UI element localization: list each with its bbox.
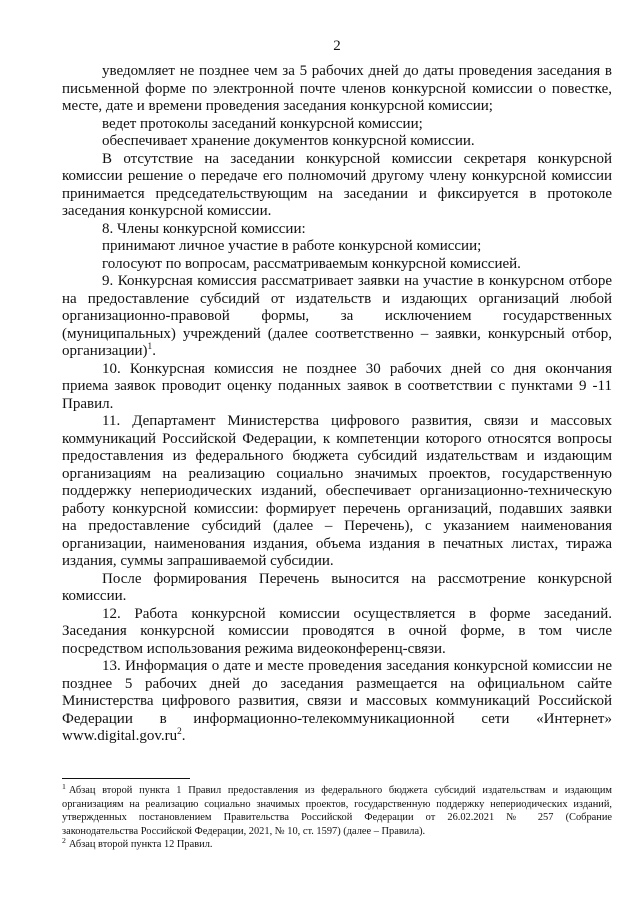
text-line: приема заявок проводит оценку поданных заявок в соответствии с пунктами 9 -11 [62, 378, 612, 394]
text-line: принимают личное участие в работе конкурсной комиссии; [102, 238, 482, 254]
footnote-2 [62, 835, 612, 852]
text-line: посредством использования режима видеоконференц-связи. [62, 640, 446, 657]
paragraph-10 [62, 361, 612, 414]
text-fragment: Абзац второй пункта 12 Правил. [68, 839, 213, 850]
text-line: уведомляет не позднее чем за 5 рабочих дней до даты проведения заседания в [102, 63, 612, 79]
text-fragment: . [181, 728, 186, 744]
paragraph-keep-minutes [62, 116, 612, 134]
text-line: 13. Информация о дате и месте проведения заседания конкурсной комиссии не [102, 658, 612, 674]
text-line: (муниципальных) учреждений (далее соответственно – заявки, конкурсный отбор, [62, 325, 612, 342]
text-line: предоставления из федерального бюджета субсидий издательствам и издающим [62, 448, 612, 464]
footnote-marker: 1 [62, 781, 66, 791]
footnote-separator [62, 778, 190, 779]
text-line: 10. Конкурсная комиссия не позднее 30 рабочих дней со дня окончания [102, 360, 612, 377]
text-line: ведет протоколы заседаний конкурсной комиссии; [102, 115, 423, 132]
text-line: на предоставление субсидий от издательств и издающих организаций любой [62, 290, 612, 307]
text-line: 8. Члены конкурсной комиссии: [102, 220, 306, 237]
paragraph-13 [62, 658, 612, 746]
text-line: организациям на реализацию социально значимых проектов, государственную поддержку непериодических изданий, [62, 798, 612, 810]
footnote-ref-2: 2 [177, 727, 182, 737]
text-line: После формирования Перечень выносится на рассмотрение конкурсной [102, 570, 612, 587]
text-line: 12. Работа конкурсной комиссии осуществляется в форме заседаний. [102, 605, 612, 622]
text-fragment: организации) [62, 343, 148, 359]
text-line: законодательства Российской Федерации, 2021, № 10, ст. 1597) (далее – Правила). [62, 825, 426, 837]
text-line: месте, дате и времени проведения заседания конкурсной комиссии; [62, 98, 493, 114]
text-line: заседания конкурсной комиссии. [62, 203, 272, 219]
text-line: коммуникаций Российской Федерации, к компетенции которого относятся вопросы [62, 430, 612, 447]
text-line: утвержденных постановлением Правительства Российской Федерации от 26.02.2021 № 257 (Собрание [62, 812, 612, 823]
text-line: 9. Конкурсная комиссия рассматривает заявки на участие в конкурсном отборе [102, 273, 612, 289]
paragraph-11-list [62, 571, 612, 606]
text-line: Заседания конкурсной комиссии проводятся в очной форме, в том числе [62, 623, 612, 639]
paragraph-8-members [62, 221, 612, 239]
text-fragment: Абзац второй пункта 1 Правил предоставления из федерального бюджета субсидий издательствам и издающим [68, 785, 612, 796]
text-line: Правил. [62, 395, 114, 412]
text-line: позднее 5 рабочих дней до заседания размещается на официальном сайте [62, 675, 612, 692]
text-line: поддержку непериодических изданий, обеспечивает организационно-техническую [62, 483, 612, 499]
text-line [62, 835, 612, 852]
text-line: обеспечивает хранение документов конкурсной комиссии. [102, 133, 475, 149]
text-line: В отсутствие на заседании конкурсной комиссии секретаря конкурсной [102, 150, 612, 167]
paragraph-8-participate [62, 238, 612, 256]
text-fragment: www.digital.gov.ru [62, 728, 178, 744]
text-line: голосуют по вопросам, рассматриваемым конкурсной комиссией. [102, 255, 521, 272]
paragraph-9 [62, 273, 612, 361]
text-line [62, 343, 612, 361]
text-line: Министерства цифрового развития, связи и массовых коммуникаций Российской [62, 693, 612, 709]
page-number: 2 [333, 38, 341, 54]
paragraph-notify-members [62, 63, 612, 116]
text-line: письменной форме по электронной почте членов конкурсной комиссии о повестке, [62, 80, 612, 97]
footnote-ref-1: 1 [147, 342, 153, 352]
paragraph-12 [62, 606, 612, 659]
paragraph-secretary-absence [62, 151, 612, 221]
text-fragment: . [152, 343, 156, 359]
text-line: 11. Департамент Министерства цифрового развития, связи и массовых [102, 413, 612, 429]
text-line: комиссии решение о передаче его полномочий другому члену конкурсной комиссии [62, 168, 612, 184]
text-line: издания, суммы запрашиваемой субсидии. [62, 553, 334, 569]
text-line [62, 781, 612, 798]
body-text [62, 63, 612, 746]
text-line: организациям на реализацию социально значимых проектов, государственную [62, 465, 612, 482]
footnotes [62, 781, 612, 852]
text-line: Федерации в информационно-телекоммуникационной сети «Интернет» [62, 710, 612, 727]
footnote-1 [62, 781, 612, 838]
text-line: организационно-правовой формы, за исключением государственных [62, 308, 612, 324]
text-line [62, 728, 612, 746]
text-line: работу конкурсной комиссии: формирует перечень организаций, подавших заявки [62, 500, 612, 517]
footnote-marker: 2 [62, 835, 66, 845]
paragraph-store-documents [62, 133, 612, 151]
text-line: принимается председательствующим на заседании и фиксируется в протоколе [62, 185, 612, 202]
text-line: на предоставление субсидий (далее – Перечень), с указанием наименования [62, 518, 612, 534]
text-line: комиссии. [62, 588, 127, 604]
text-line: организации, наименования издания, объема издания в печатных листах, тиража [62, 535, 612, 552]
paragraph-11 [62, 413, 612, 571]
paragraph-8-vote [62, 256, 612, 274]
